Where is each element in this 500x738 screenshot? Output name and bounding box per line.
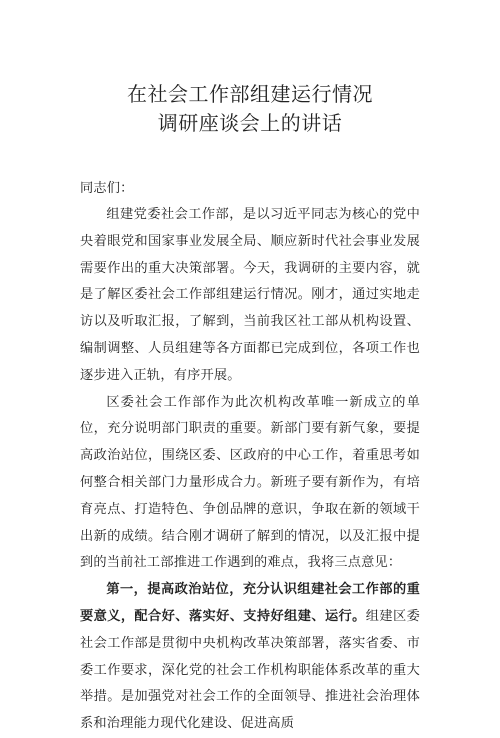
paragraph-1: 组建党委社会工作部，是以习近平同志为核心的党中央着眼党和国家事业发展全局、顺应新时代社会事业发展需要作出的重大决策部署。今天，我调研的主要内容，就是了解区委社会工作部组建运行情况。刚才，通过实地走访以及听取汇报，了解到，当前我区社工部从机构设置、编制调整、人员组建等各方面都已完成到位，各项工作也逐步进入正轨，有序开展。	[80, 207, 420, 383]
document-title	[80, 80, 420, 138]
paragraph-3-heading: 第一，提高政治站位，充分认识组建社会工作部的重要意义，配合好、落实好、支持好组建、运行。	[80, 582, 420, 624]
paragraph-3-body: 组建区委社会工作部是贯彻中央机构改革决策部署，落实省委、市委工作要求，深化党的社会工作机构职能体系改革的重大举措。是加强党对社会工作的全面领导、推进社会治理体系和治理能力现代化建设、促进高质	[80, 608, 420, 732]
paragraph-3	[80, 577, 420, 738]
title-line-1: 在社会工作部组建运行情况	[127, 82, 373, 106]
paragraph-2: 区委社会工作部作为此次机构改革唯一新成立的单位，充分说明部门职责的重要。新部门要有新气象，要提高政治站位，围绕区委、区政府的中心工作，着重思考如何整合相关部门力量形成合力。新班子要有新作为，有培育亮点、打造特色、争创品牌的意识，争取在新的领域干出新的成绩。结合刚才调研了解到的情况，以及汇报中提到的当前社工部推进工作遇到的难点，我将三点意见：	[80, 394, 420, 571]
salutation: 同志们：	[80, 181, 134, 196]
title-line-2: 调研座谈会上的讲话	[157, 111, 343, 135]
